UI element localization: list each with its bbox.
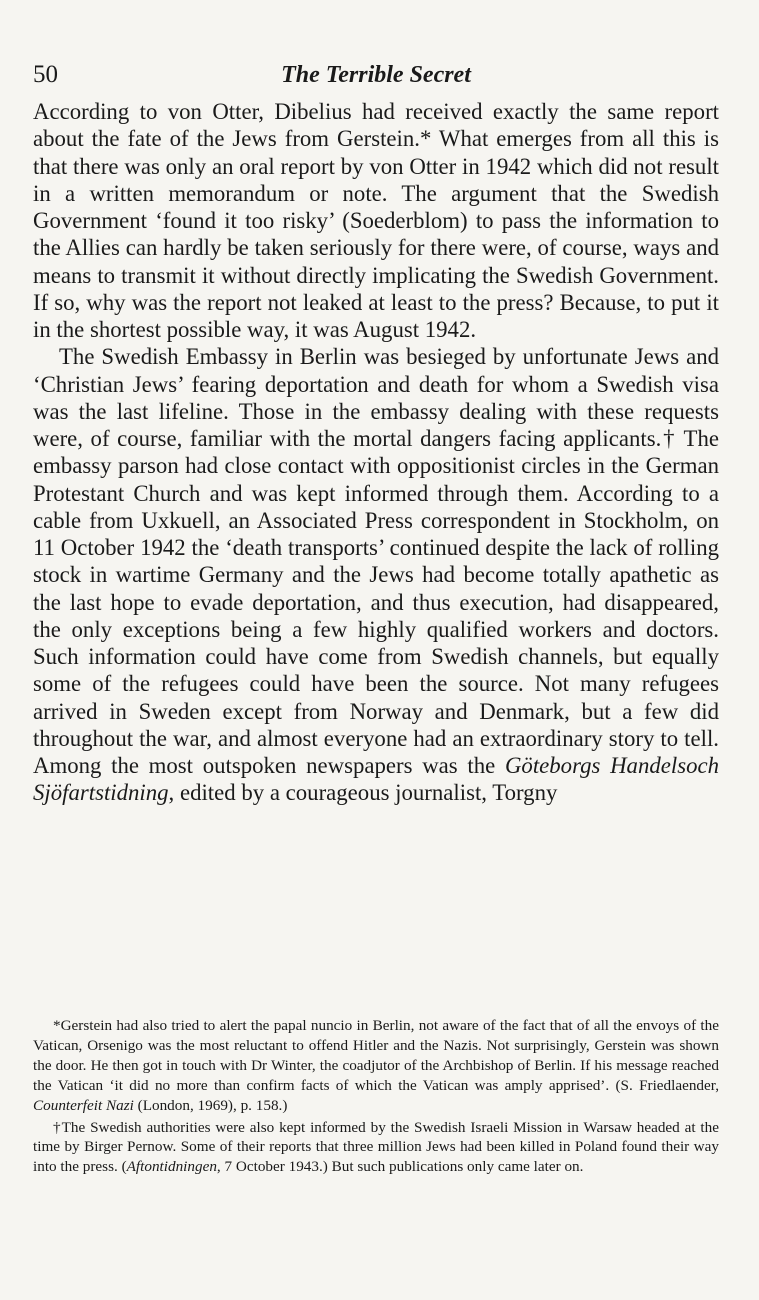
paragraph bbox=[33, 98, 719, 343]
footnote bbox=[33, 1016, 719, 1116]
footnote-text: †The Swedish authorities were also kept informed by the Swedish Israeli Mission in Warsaw headed at the time by Birger Pernow. Some of their reports that three million Jews had been killed in Poland found their way into the press. ( bbox=[33, 1118, 719, 1176]
paragraph-text: The Swedish Embassy in Berlin was besieged by unfortunate Jews and ‘Christian Jews’ fearing deportation and death for whom a Swedish visa was the last lifeline. Those in the embassy dealing with these requests were, of course, familiar with the mortal dangers facing applicants.† The embassy parson had close contact with oppositionist circles in the German Protestant Church and was kept informed through them. According to a cable from Uxkuell, an Associated Press correspondent in Stockholm, on 11 October 1942 the ‘death transports’ continued despite the lack of rolling stock in wartime Germany and the Jews had become totally apathetic as the last hope to evade deportation, and thus execution, had disappeared, the only exceptions being a few highly qualified workers and doctors. Such information could have come from Swedish channels, but equally some of the refugees could have been the source. Not many refugees arrived in Sweden except from Norway and Denmark, but a few did throughout the war, and almost everyone had an extraordinary story to tell. Among the most outspoken newspapers was the bbox=[33, 344, 719, 778]
running-title: The Terrible Secret bbox=[281, 62, 471, 88]
paragraph-text: , edited by a courageous journalist, Torgny bbox=[168, 780, 558, 806]
footnote bbox=[33, 1118, 719, 1178]
newspaper-title: Göteborgs Handelsoch Sjöfartstidning bbox=[33, 753, 719, 806]
footnote-text: *Gerstein had also tried to alert the papal nuncio in Berlin, not aware of the fact that of all the envoys of the Vatican, Orsenigo was the most reluctant to offend Hitler and the Nazis. Not surprisingly, Gerstein was shown the door. He then got in touch with Dr Winter, the coadjutor of the Archbishop of Berlin. If his message reached the Vatican ‘it did no more than confirm facts of which the Vatican was amply apprised’. (S. Friedlaender, bbox=[33, 1017, 719, 1094]
footnotes bbox=[33, 1016, 719, 1177]
body-text bbox=[33, 98, 719, 807]
footnote-text: (London, 1969), p. 158.) bbox=[137, 1096, 288, 1114]
book-title: Counterfeit Nazi bbox=[33, 1096, 134, 1114]
page-header bbox=[33, 58, 719, 92]
newspaper-title: Aftontidningen bbox=[126, 1158, 217, 1176]
paragraph-text: According to von Otter, Dibelius had received exactly the same report about the fate of the Jews from Gerstein.* What emerges from all this is that there was only an oral report by von Otter in 1942 which did not result in a written memorandum or note. The argument that the Swedish Government ‘found it too risky’ (Soederblom) to pass the information to the Allies can hardly be taken seriously for there were, of course, ways and means to transmit it without directly implicating the Swedish Government. If so, why was the report not leaked at least to the press? Because, to put it in the shortest possible way, it was August 1942. bbox=[33, 99, 719, 342]
paragraph bbox=[33, 343, 719, 806]
footnote-text: , 7 October 1943.) But such publications only came later on. bbox=[216, 1158, 584, 1176]
page-number: 50 bbox=[33, 61, 58, 88]
